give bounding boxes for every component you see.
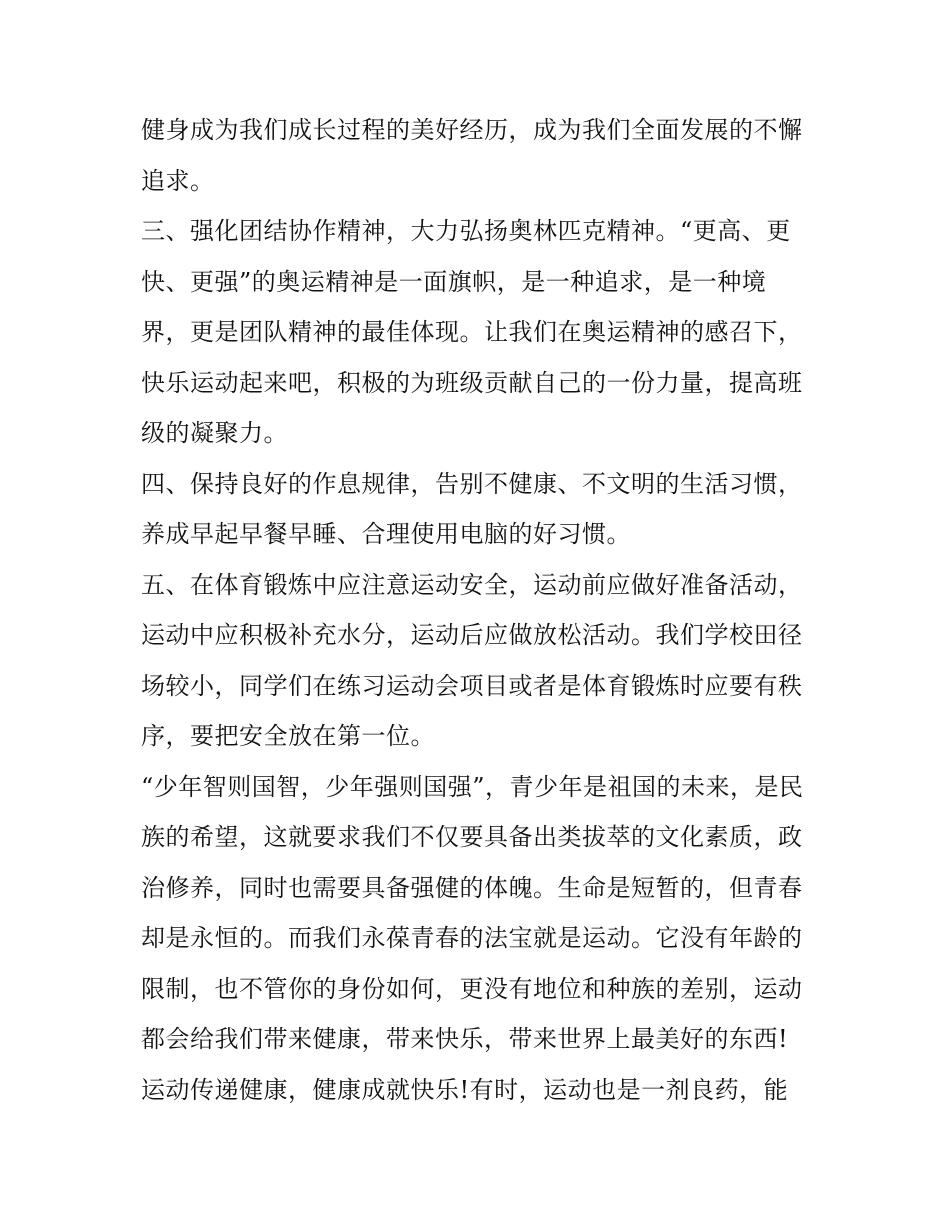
text-line: 序，要把安全放在第一位。	[141, 722, 435, 750]
text-line: 运动中应积极补充水分，运动后应做放松活动。我们学校田径	[141, 621, 803, 649]
text-line: 场较小，同学们在练习运动会项目或者是体育锻炼时应要有秩	[141, 672, 803, 700]
text-line: 级的凝聚力。	[141, 419, 288, 447]
text-line: 界，更是团队精神的最佳体现。让我们在奥运精神的感召下，	[141, 318, 803, 346]
text-line: 五、在体育锻炼中应注意运动安全，运动前应做好准备活动，	[141, 571, 803, 599]
text-line: 追求。	[141, 167, 215, 195]
text-line: 运动传递健康，健康成就快乐!有时，运动也是一剂良药，能	[141, 1076, 789, 1104]
text-line: 健身成为我们成长过程的美好经历，成为我们全面发展的不懈	[141, 116, 803, 144]
text-line: 三、强化团结协作精神，大力弘扬奥林匹克精神。“更高、更	[141, 217, 791, 245]
text-line: 快、更强”的奥运精神是一面旗帜，是一种追求，是一种境	[141, 268, 767, 296]
text-line: 都会给我们带来健康，带来快乐，带来世界上最美好的东西!	[141, 1025, 789, 1053]
text-line: 养成早起早餐早睡、合理使用电脑的好习惯。	[141, 520, 631, 548]
text-line: 族的希望，这就要求我们不仅要具备出类拔萃的文化素质，政	[141, 823, 803, 851]
text-line: 限制，也不管你的身份如何，更没有地位和种族的差别，运动	[141, 975, 803, 1003]
text-line: 四、保持良好的作息规律，告别不健康、不文明的生活习惯，	[141, 470, 803, 498]
text-line: 却是永恒的。而我们永葆青春的法宝就是运动。它没有年龄的	[141, 924, 803, 952]
text-line: “少年智则国智，少年强则国强”，青少年是祖国的未来，是民	[141, 773, 804, 801]
text-line: 快乐运动起来吧，积极的为班级贡献自己的一份力量，提高班	[141, 369, 803, 397]
text-line: 治修养，同时也需要具备强健的体魄。生命是短暂的，但青春	[141, 874, 803, 902]
